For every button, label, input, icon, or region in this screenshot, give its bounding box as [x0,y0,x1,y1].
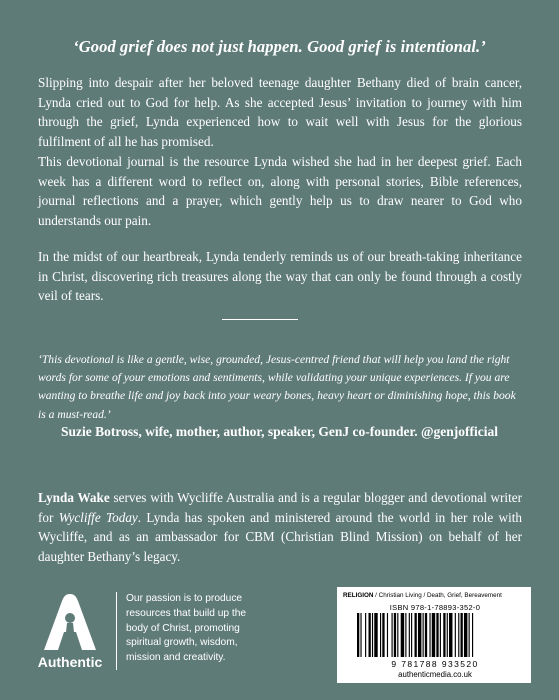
barcode-bar [369,613,371,657]
barcode-bar [365,613,366,657]
barcode-panel [337,587,531,683]
section-divider [222,319,298,320]
barcode [343,613,527,669]
barcode-bar [461,613,463,657]
bio-text-2: . Lynda has spoken and ministered around the world in her role with Wycliffe, and as an ambassador for CBM (Christian Blind Mission) on behalf of her daughter Bethany’s legacy. [38,509,522,564]
barcode-bar [447,613,448,657]
barcode-digits: 9 781788 933520 [391,659,479,669]
barcode-bar [432,613,435,657]
barcode-bar [423,613,424,657]
bio-text-1: serves with Wycliffe Australia and is a regular blogger and devotional writer for [38,490,522,525]
barcode-bar [436,613,438,657]
bisac-category-sub: / Christian Living / Death, Grief, Bereavement [373,592,502,599]
publisher-logo [26,592,114,672]
endorsement-quote: ‘This devotional is like a gentle, wise, grounded, Jesus-centred friend that will help you land the right words for some of your emotions and sentiments, while validating your unique experiences. If you are wanting to breathe life and joy back into your weary bones, heavy heart or diminishing hope, this book is a must-read.’ [38,353,516,421]
bio-publication: Wycliffe Today [58,509,138,525]
barcode-bar [405,613,406,657]
barcode-bar [472,613,473,657]
author-bio [38,488,522,566]
publisher-tagline: Our passion is to produce resources that build up the body of Christ, promoting spiritual growth, wisdom, mission and creativity. [126,593,247,664]
barcode-bar [409,613,410,657]
barcode-bar [415,613,417,657]
barcode-bar [411,613,412,657]
description-paragraph-1: Slipping into despair after her beloved teenage daughter Bethany died of brain cancer, Lynda cried out to God for help. As she accepted Jesus’ invitation to journey with him through the grief, Lynda experienced how to wait well with Jesus for the glorious fulfilment of all he has promised. [38,75,522,149]
authentic-a-icon [26,592,114,656]
barcode-bar [425,613,427,657]
barcode-bar [382,613,384,657]
endorsement-attribution: Suzie Botross, wife, mother, author, speaker, GenJ co-founder. @genjofficial [60,424,499,439]
barcode-bar [449,613,452,657]
barcode-bar [392,613,393,657]
barcode-bar [458,613,459,657]
barcode-bar [397,613,398,657]
bisac-category-main: RELIGION [343,592,374,599]
description-paragraph-3: In the midst of our heartbreak, Lynda tenderly reminds us of our breath-taking inheritance in Christ, discovering rich treasures along the way that can only be found through a costly veil of tears. [38,249,522,303]
barcode-bar [357,613,359,657]
barcode-bar [394,613,396,657]
author-name: Lynda Wake [38,490,110,505]
headline-quote: ‘Good grief does not just happen. Good grief is intentional.’ [73,37,486,56]
logo-divider [116,592,117,670]
bisac-category [343,592,527,600]
barcode-bar [374,613,377,657]
publisher-website: authenticmedia.co.uk [398,670,472,679]
barcode-bar [418,613,421,657]
barcode-bar [440,613,441,657]
barcode-bar [455,613,456,657]
barcode-bar [372,613,373,657]
description-paragraph-2: This devotional journal is the resource Lynda wished she had in her deepest grief. Each week has a different word to reflect on, along with personal stories, Bible references, journal reflections and a prayer, which gently help us to draw nearer to God who understands our pain. [38,154,522,228]
publisher-logo-text: Authentic [37,654,103,670]
barcode-bar [429,613,430,657]
barcode-bar [469,613,470,657]
barcode-bar [360,613,361,657]
barcode-bar [443,613,445,657]
barcode-bar [401,613,404,657]
isbn-text: ISBN 978-1-78893-352-0 [389,603,481,612]
barcode-bar [464,613,467,657]
barcode-bar [380,613,381,657]
barcode-bar [387,613,388,657]
